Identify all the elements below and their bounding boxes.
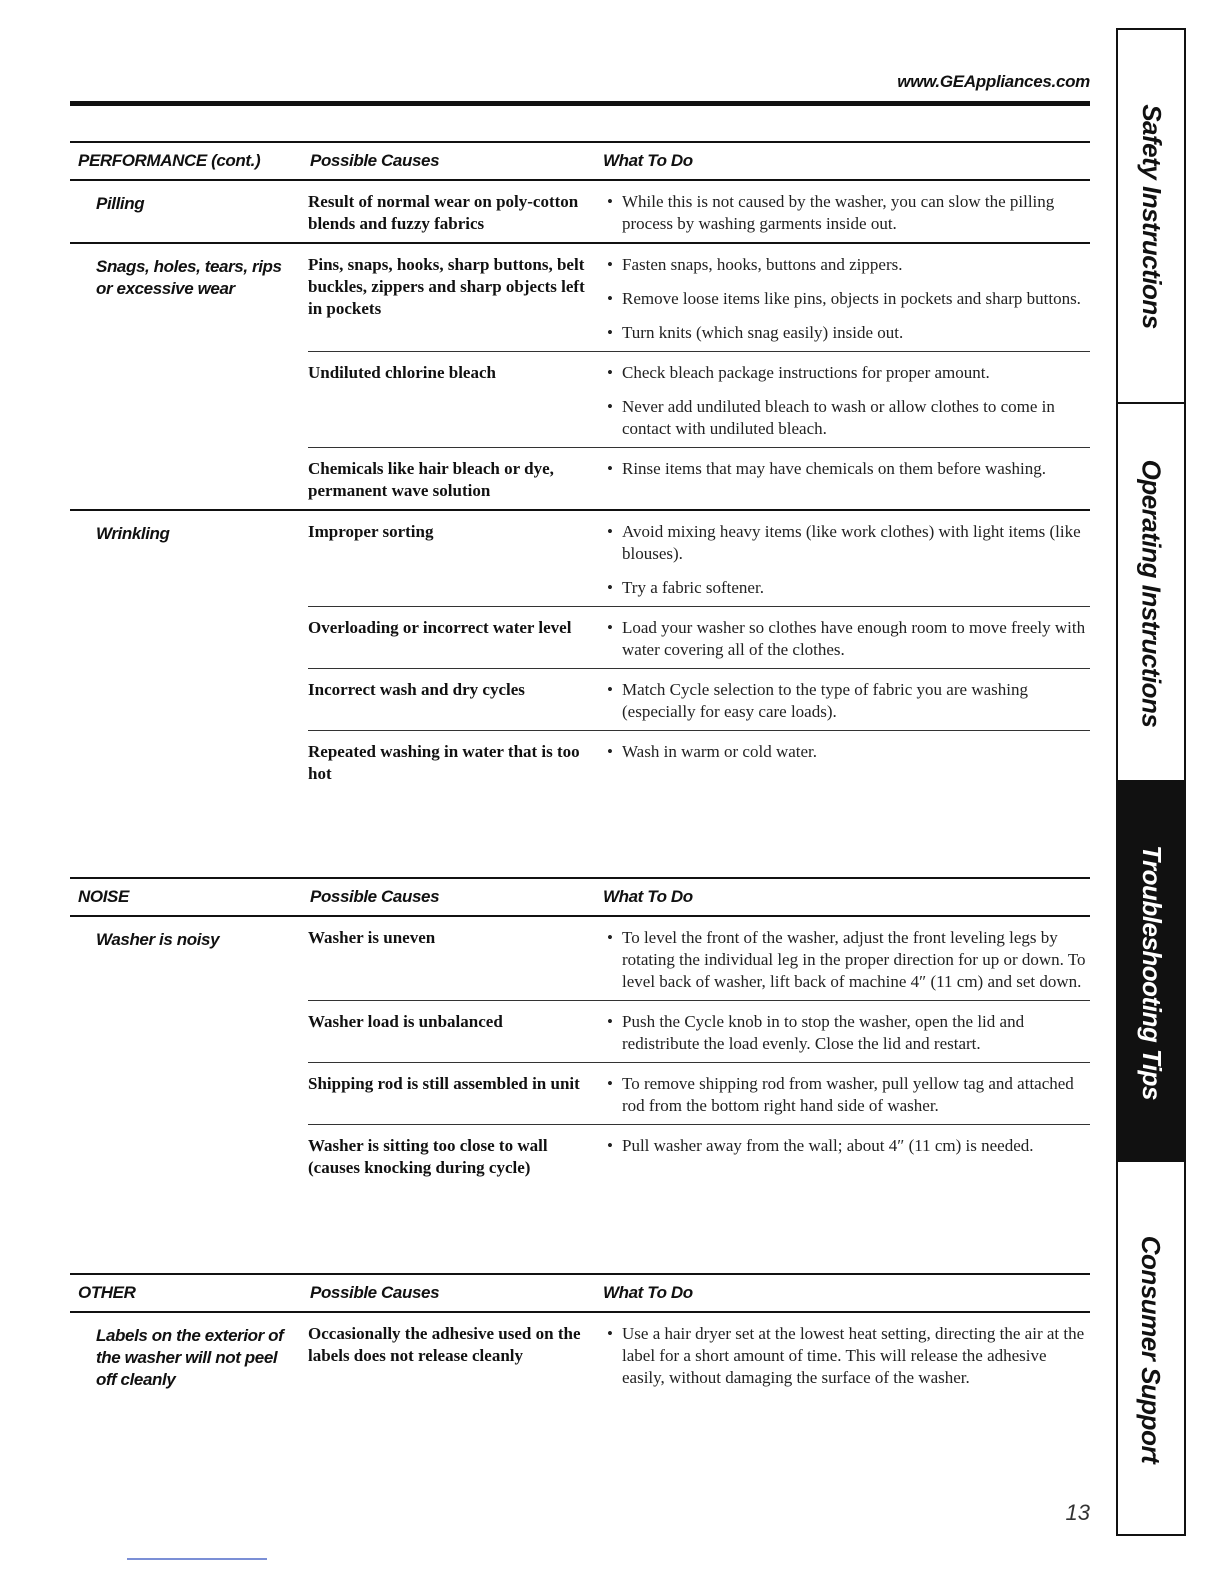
table-row [308,1062,1090,1124]
tab-label: Consumer Support [1136,1235,1167,1463]
bullet-icon: • [607,1324,613,1343]
section-performance [70,141,1090,792]
bullet-text: Remove loose items like pins, objects in pockets and sharp buttons. [622,289,1081,308]
table-row [308,181,1090,242]
cause-list [308,511,1090,792]
table-row [308,351,1090,447]
tab-operating-instructions[interactable] [1118,402,1184,782]
bullet-text: Wash in warm or cold water. [622,742,818,761]
bullet-text: Load your washer so clothes have enough room to move freely with water covering all of the clothes. [622,618,1086,659]
bullet-icon: • [607,397,613,416]
problem-title: Washer is noisy [96,930,220,949]
bullet-item [607,362,1090,384]
possible-cause: Repeated washing in water that is too hot [308,742,580,783]
top-rule [70,101,1090,106]
bullet-icon: • [607,323,613,342]
possible-cause: Washer is uneven [308,928,436,947]
possible-cause: Result of normal wear on poly-cotton blends and fuzzy fabrics [308,192,579,233]
bullet-text: Fasten snaps, hooks, buttons and zippers. [622,255,903,274]
website-url: www.GEAppliances.com [897,72,1090,91]
what-to-do [602,617,1090,661]
column-header-todo: What To Do [603,1283,693,1302]
table-row [308,606,1090,668]
cause-list [308,244,1090,509]
possible-cause: Overloading or incorrect water level [308,618,572,637]
table-row [308,668,1090,730]
bullet-text: Avoid mixing heavy items (like work clothes) with light items (like blouses). [622,522,1081,563]
bullet-item [607,927,1090,993]
problem-group [70,509,1090,792]
bullet-icon: • [607,289,613,308]
what-to-do [602,1323,1090,1389]
problem-title: Labels on the exterior of the washer will not peel off cleanly [96,1326,284,1389]
tab-label: Safety Instructions [1136,103,1167,329]
bullet-text: Use a hair dryer set at the lowest heat setting, directing the air at the label for a short amount of time. This will release the adhesive easily, without damaging the surface of the washer. [622,1324,1085,1387]
possible-cause: Chemicals like hair bleach or dye, permanent wave solution [308,459,554,500]
bullet-text: Pull washer away from the wall; about 4″ (11 cm) is needed. [622,1136,1034,1155]
tab-troubleshooting-tips[interactable] [1118,780,1184,1162]
bullet-text: To level the front of the washer, adjust the front leveling legs by rotating the individual leg in the proper direction for up or down. To level back of washer, lift back of machine 4″ (11 cm) and set down. [622,928,1086,991]
table-row [308,447,1090,509]
tab-consumer-support[interactable] [1118,1160,1184,1536]
table-row [308,917,1090,1000]
bullet-item [607,254,1090,276]
bullet-icon: • [607,578,613,597]
possible-cause: Pins, snaps, hooks, sharp buttons, belt buckles, zippers and sharp objects left in pockets [308,255,585,318]
bullet-icon: • [607,459,613,478]
table-row [308,1000,1090,1062]
section-other [70,1273,1090,1396]
table-row [308,511,1090,606]
bullet-item [607,1323,1090,1389]
what-to-do [602,741,1090,785]
problem-group [70,1313,1090,1396]
what-to-do [602,521,1090,599]
table-row [308,244,1090,351]
tab-safety-instructions[interactable] [1118,30,1184,402]
bullet-icon: • [607,618,613,637]
bullet-text: Check bleach package instructions for proper amount. [622,363,990,382]
section-title: OTHER [78,1283,136,1302]
cause-list [308,181,1090,242]
what-to-do [602,1073,1090,1117]
column-header-causes: Possible Causes [310,151,440,170]
possible-cause: Occasionally the adhesive used on the labels does not release cleanly [308,1324,581,1365]
bullet-text: Push the Cycle knob in to stop the washer, open the lid and redistribute the load evenly. Close the lid and restart. [622,1012,1025,1053]
what-to-do [602,927,1090,993]
column-header-causes: Possible Causes [310,887,440,906]
bullet-icon: • [607,192,613,211]
possible-cause: Shipping rod is still assembled in unit [308,1074,580,1093]
side-tab-bar [1116,28,1186,1536]
possible-cause: Undiluted chlorine bleach [308,363,496,382]
bullet-text: Match Cycle selection to the type of fabric you are washing (especially for easy care loads). [622,680,1028,721]
bullet-item [607,1135,1090,1157]
tab-label: Troubleshooting Tips [1136,844,1167,1100]
bullet-item [607,1073,1090,1117]
bullet-icon: • [607,1012,613,1031]
what-to-do [602,679,1090,723]
bullet-item [607,741,1090,763]
bullet-icon: • [607,363,613,382]
bullet-icon: • [607,742,613,761]
bullet-item [607,322,1090,344]
column-header-todo: What To Do [603,887,693,906]
bullet-icon: • [607,255,613,274]
table-row [308,1124,1090,1186]
bullet-item [607,521,1090,565]
possible-cause: Washer load is unbalanced [308,1012,503,1031]
bullet-item [607,458,1090,480]
table-row [308,730,1090,792]
possible-cause: Washer is sitting too close to wall (causes knocking during cycle) [308,1136,548,1177]
footer-rule [127,1558,267,1560]
bullet-text: While this is not caused by the washer, you can slow the pilling process by washing garments inside out. [622,192,1055,233]
section-header [70,877,1090,917]
cause-list [308,917,1090,1186]
bullet-item [607,396,1090,440]
column-header-causes: Possible Causes [310,1283,440,1302]
bullet-item [607,577,1090,599]
possible-cause: Incorrect wash and dry cycles [308,680,525,699]
what-to-do [602,1135,1090,1179]
bullet-item [607,617,1090,661]
page-number: 13 [1065,1500,1090,1525]
problem-title: Pilling [96,194,145,213]
tab-label: Operating Instructions [1136,459,1167,727]
problem-title: Snags, holes, tears, rips or excessive wear [96,257,282,298]
what-to-do [602,458,1090,502]
bullet-icon: • [607,680,613,699]
bullet-item [607,191,1090,235]
problem-group [70,181,1090,242]
column-header-todo: What To Do [603,151,693,170]
problem-title: Wrinkling [96,524,170,543]
section-title: PERFORMANCE (cont.) [78,151,261,170]
bullet-text: To remove shipping rod from washer, pull yellow tag and attached rod from the bottom right hand side of washer. [622,1074,1074,1115]
what-to-do [602,362,1090,440]
section-title: NOISE [78,887,129,906]
bullet-item [607,679,1090,723]
bullet-icon: • [607,1074,613,1093]
bullet-text: Try a fabric softener. [622,578,764,597]
what-to-do [602,191,1090,235]
bullet-text: Turn knits (which snag easily) inside out. [622,323,904,342]
problem-group [70,242,1090,509]
table-row [308,1313,1090,1396]
bullet-text: Never add undiluted bleach to wash or allow clothes to come in contact with undiluted bleach. [622,397,1055,438]
cause-list [308,1313,1090,1396]
section-header [70,141,1090,181]
bullet-icon: • [607,928,613,947]
bullet-text: Rinse items that may have chemicals on them before washing. [622,459,1046,478]
bullet-icon: • [607,522,613,541]
bullet-item [607,288,1090,310]
what-to-do [602,254,1090,344]
what-to-do [602,1011,1090,1055]
possible-cause: Improper sorting [308,522,434,541]
bullet-icon: • [607,1136,613,1155]
bullet-item [607,1011,1090,1055]
problem-group [70,917,1090,1186]
section-header [70,1273,1090,1313]
section-noise [70,877,1090,1186]
